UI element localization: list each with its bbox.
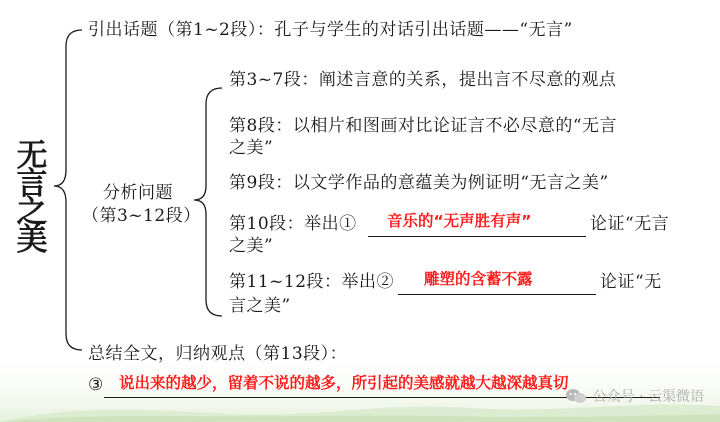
- answer-1: 音乐的“无声胜有声”: [387, 212, 532, 230]
- item-para-9: 第9段：以文学作品的意蕴美为例证明“无言之美”: [229, 173, 609, 193]
- item-para-10-line2: 之美”: [229, 236, 274, 256]
- inner-brace: [194, 88, 222, 316]
- item-para-11-12-prefix: 第11~12段：举出②: [229, 272, 395, 292]
- title-char: 之: [16, 194, 48, 230]
- item-para-8-line1: 第8段：以相片和图画对比论证言不必尽意的“无言: [229, 116, 618, 136]
- answer-2: 雕塑的含蓄不露: [424, 270, 533, 288]
- blank-1-underline: [368, 236, 586, 237]
- blank-2-underline: [398, 294, 596, 295]
- summary-item: 总结全文，归纳观点（第13段）：: [88, 344, 348, 364]
- title-char: 无: [16, 138, 48, 174]
- intro-item: 引出话题（第1~2段）：孔子与学生的对话引出话题——“无言”: [88, 20, 573, 40]
- watermark: [565, 386, 704, 406]
- answer-3: 说出来的越少，留着不说的越多，所引起的美感就越大越深越真切: [119, 374, 569, 392]
- title-char: 言: [16, 166, 48, 202]
- analysis-label: 分析问题: [103, 183, 173, 203]
- analysis-range: （第3~12段）: [82, 206, 201, 226]
- item-para-10-prefix: 第10段：举出①: [229, 214, 357, 234]
- item-para-8-line2: 之美”: [229, 138, 274, 158]
- watermark-text: 公众号 · 云渠微语: [592, 389, 704, 405]
- wechat-icon: [565, 388, 587, 404]
- item-para-3-7: 第3~7段：阐述言意的关系，提出言不尽意的观点: [229, 70, 617, 90]
- item-para-11-12-suffix: 论证“无: [600, 272, 662, 292]
- item-para-11-12-line2: 言之美”: [229, 296, 291, 316]
- title-char: 美: [16, 222, 48, 258]
- item-para-10-suffix: 论证“无言: [590, 214, 670, 234]
- outer-brace: [54, 30, 82, 350]
- blank-3-marker: ③: [88, 375, 104, 395]
